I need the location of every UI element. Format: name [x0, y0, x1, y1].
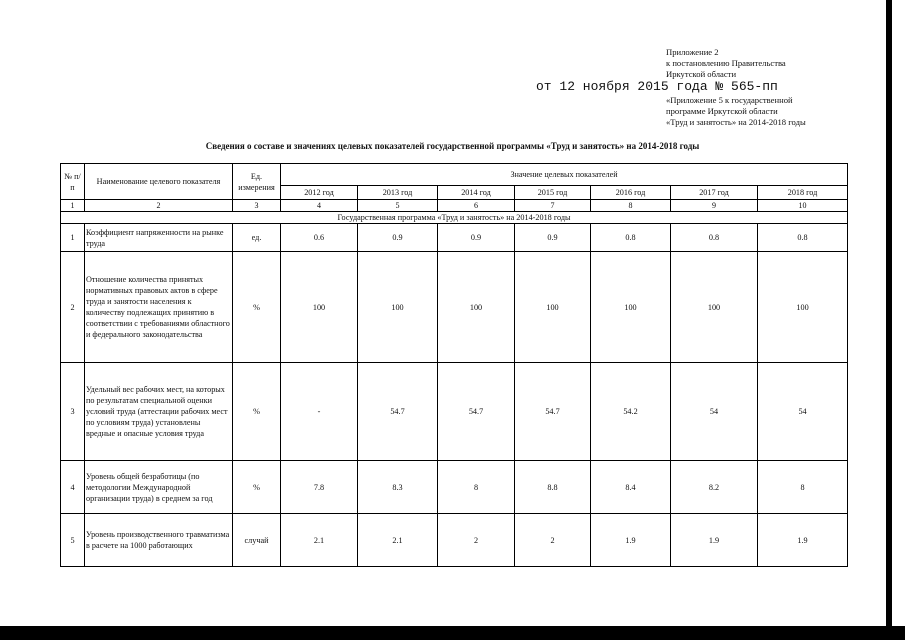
- header-year: 2014 год: [438, 186, 515, 200]
- value-cell: 100: [671, 252, 758, 363]
- value-cell: 8: [758, 461, 848, 514]
- column-index: 8: [591, 200, 671, 212]
- section-heading: Государственная программа «Труд и занятость» на 2014-2018 годы: [61, 212, 848, 224]
- row-number: 5: [61, 514, 85, 567]
- scan-border-right: [886, 0, 892, 640]
- row-number: 2: [61, 252, 85, 363]
- unit-cell: случай: [233, 514, 281, 567]
- value-cell: 54: [671, 363, 758, 461]
- value-cell: 2.1: [281, 514, 358, 567]
- scan-border-bottom: [0, 626, 905, 640]
- value-cell: 8.4: [591, 461, 671, 514]
- column-index: 4: [281, 200, 358, 212]
- column-index-row: [61, 200, 848, 212]
- header-unit: Ед. измерения: [233, 164, 281, 200]
- header-year: 2015 год: [515, 186, 591, 200]
- indicator-name: Отношение количества принятых нормативных правовых актов в сфере труда и занятости населения к количеству подлежащих принятию в соответствии с требованиями областного и федерального законодательства: [85, 252, 233, 363]
- value-cell: 8.3: [358, 461, 438, 514]
- value-cell: 0.8: [758, 224, 848, 252]
- indicator-name: Уровень общей безработицы (по методологии Международной организации труда) в среднем за год: [85, 461, 233, 514]
- appendix-line: Иркутской области: [666, 69, 737, 79]
- value-cell: 100: [591, 252, 671, 363]
- column-index: 6: [438, 200, 515, 212]
- table-row: [61, 363, 848, 461]
- value-cell: 100: [758, 252, 848, 363]
- value-cell: 54.7: [515, 363, 591, 461]
- unit-cell: ед.: [233, 224, 281, 252]
- value-cell: 54.7: [358, 363, 438, 461]
- appendix-line: Приложение 2: [666, 47, 719, 57]
- column-index: 1: [61, 200, 85, 212]
- header-year: 2013 год: [358, 186, 438, 200]
- table-row: [61, 252, 848, 363]
- row-number: 4: [61, 461, 85, 514]
- value-cell: 2.1: [358, 514, 438, 567]
- document-title: Сведения о составе и значениях целевых показателей государственной программы «Труд и занятость» на 2014-2018 годы: [205, 141, 700, 151]
- column-index: 7: [515, 200, 591, 212]
- unit-cell: %: [233, 461, 281, 514]
- value-cell: 0.9: [515, 224, 591, 252]
- appendix5-line: «Труд и занятость» на 2014-2018 годы: [666, 117, 806, 127]
- indicators-table: [60, 163, 848, 567]
- value-cell: 7.8: [281, 461, 358, 514]
- value-cell: 0.8: [671, 224, 758, 252]
- column-index: 2: [85, 200, 233, 212]
- header-indicator-name: Наименование целевого показателя: [85, 164, 233, 200]
- value-cell: 2: [438, 514, 515, 567]
- value-cell: 54.2: [591, 363, 671, 461]
- value-cell: 8.8: [515, 461, 591, 514]
- unit-cell: %: [233, 252, 281, 363]
- column-index: 10: [758, 200, 848, 212]
- header-values: Значение целевых показателей: [281, 164, 848, 186]
- value-cell: 54: [758, 363, 848, 461]
- value-cell: 1.9: [591, 514, 671, 567]
- value-cell: 100: [515, 252, 591, 363]
- value-cell: -: [281, 363, 358, 461]
- column-index: 3: [233, 200, 281, 212]
- table-row: [61, 224, 848, 252]
- value-cell: 100: [281, 252, 358, 363]
- header-year: 2012 год: [281, 186, 358, 200]
- appendix-line: к постановлению Правительства: [666, 58, 786, 68]
- value-cell: 0.9: [358, 224, 438, 252]
- table-row: [61, 514, 848, 567]
- column-index: 9: [671, 200, 758, 212]
- indicator-name: Удельный вес рабочих мест, на которых по результатам специальной оценки условий труда (аттестации рабочих мест по условиям труда) установлены вредные и опасные условия труда: [85, 363, 233, 461]
- header-no: № п/п: [61, 164, 85, 200]
- value-cell: 8: [438, 461, 515, 514]
- row-number: 1: [61, 224, 85, 252]
- value-cell: 1.9: [758, 514, 848, 567]
- value-cell: 0.6: [281, 224, 358, 252]
- column-index: 5: [358, 200, 438, 212]
- row-number: 3: [61, 363, 85, 461]
- decree-date-line: от 12 ноября 2015 года № 565-пп: [536, 79, 778, 94]
- appendix5-note: [666, 95, 806, 128]
- value-cell: 0.9: [438, 224, 515, 252]
- appendix-note: [666, 47, 786, 80]
- appendix5-line: «Приложение 5 к государственной: [666, 95, 793, 105]
- value-cell: 100: [358, 252, 438, 363]
- header-year: 2017 год: [671, 186, 758, 200]
- value-cell: 1.9: [671, 514, 758, 567]
- appendix5-line: программе Иркутской области: [666, 106, 778, 116]
- header-year: 2016 год: [591, 186, 671, 200]
- value-cell: 100: [438, 252, 515, 363]
- header-year: 2018 год: [758, 186, 848, 200]
- value-cell: 0.8: [591, 224, 671, 252]
- value-cell: 8.2: [671, 461, 758, 514]
- unit-cell: %: [233, 363, 281, 461]
- indicator-name: Коэффициент напряженности на рынке труда: [85, 224, 233, 252]
- indicator-name: Уровень производственного травматизма в расчете на 1000 работающих: [85, 514, 233, 567]
- table-row: [61, 461, 848, 514]
- value-cell: 54.7: [438, 363, 515, 461]
- value-cell: 2: [515, 514, 591, 567]
